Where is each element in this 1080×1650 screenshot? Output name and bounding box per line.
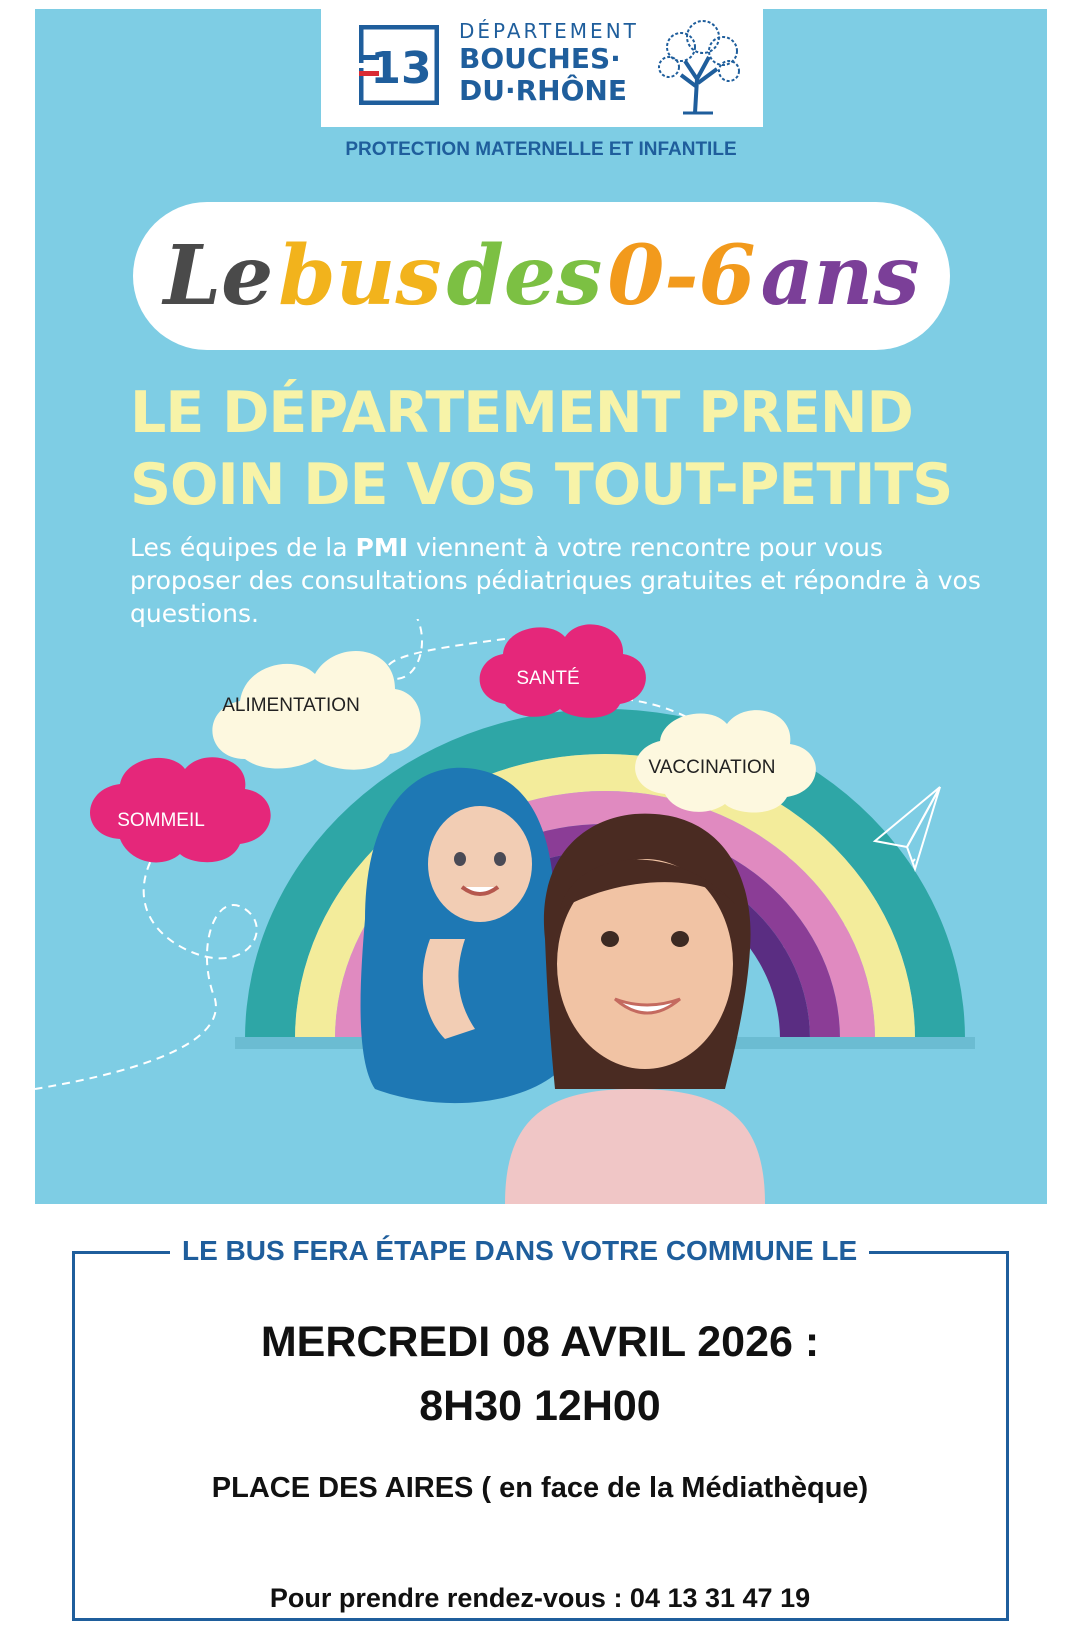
title-word-bus: bus	[278, 228, 442, 324]
headline-line1: LE DÉPARTEMENT PREND	[130, 380, 913, 446]
intro-pmi: PMI	[355, 533, 409, 562]
event-place: PLACE DES AIRES ( en face de la Médiathèque)	[211, 1472, 869, 1504]
info-title: LE BUS FERA ÉTAPE DANS VOTRE COMMUNE LE	[170, 1235, 869, 1267]
logo-number: 13	[370, 43, 432, 94]
event-date-line1: MERCREDI 08 AVRIL 2026 :	[260, 1318, 820, 1366]
event-date-line2: 8H30 12H00	[419, 1382, 661, 1430]
cloud-sommeil	[90, 757, 271, 862]
cloud-label-sante: SANTÉ	[516, 668, 580, 689]
intro-after: viennent à votre rencontre pour vous proposer des consultations pédiatriques gratuites et répondre à vos questions.	[130, 533, 981, 628]
title-word-le: Le	[163, 228, 274, 324]
logo-name-line1: BOUCHES·	[459, 42, 621, 75]
illustration-scene	[35, 619, 1047, 1204]
appointment-phone: Pour prendre rendez-vous : 04 13 31 47 19	[269, 1583, 811, 1613]
intro-before: Les équipes de la	[130, 533, 356, 562]
headline	[130, 377, 952, 521]
logo-13-emblem-icon	[359, 25, 439, 105]
title-word-ans: ans	[760, 228, 920, 324]
title-banner	[133, 202, 950, 350]
intro-text	[130, 531, 990, 630]
cloud-label-alimentation: ALIMENTATION	[222, 695, 360, 716]
olive-tree-icon	[651, 17, 747, 117]
department-logo	[321, 9, 763, 127]
cloud-label-vaccination: VACCINATION	[648, 757, 776, 778]
event-date	[0, 1310, 1080, 1438]
cloud-label-sommeil: SOMMEIL	[117, 810, 205, 831]
logo-department: DÉPARTEMENT	[459, 19, 639, 43]
title-word-des: des	[446, 228, 603, 324]
headline-line2: SOIN DE VOS TOUT-PETITS	[130, 452, 953, 518]
poster	[35, 9, 1047, 1204]
pmi-subtitle: PROTECTION MATERNELLE ET INFANTILE	[345, 139, 737, 160]
title-word-age: 0-6	[607, 228, 756, 324]
cloud-alimentation	[212, 651, 420, 770]
logo-name-line2: DU·RHÔNE	[459, 74, 627, 107]
logo-wordmark	[459, 21, 639, 105]
